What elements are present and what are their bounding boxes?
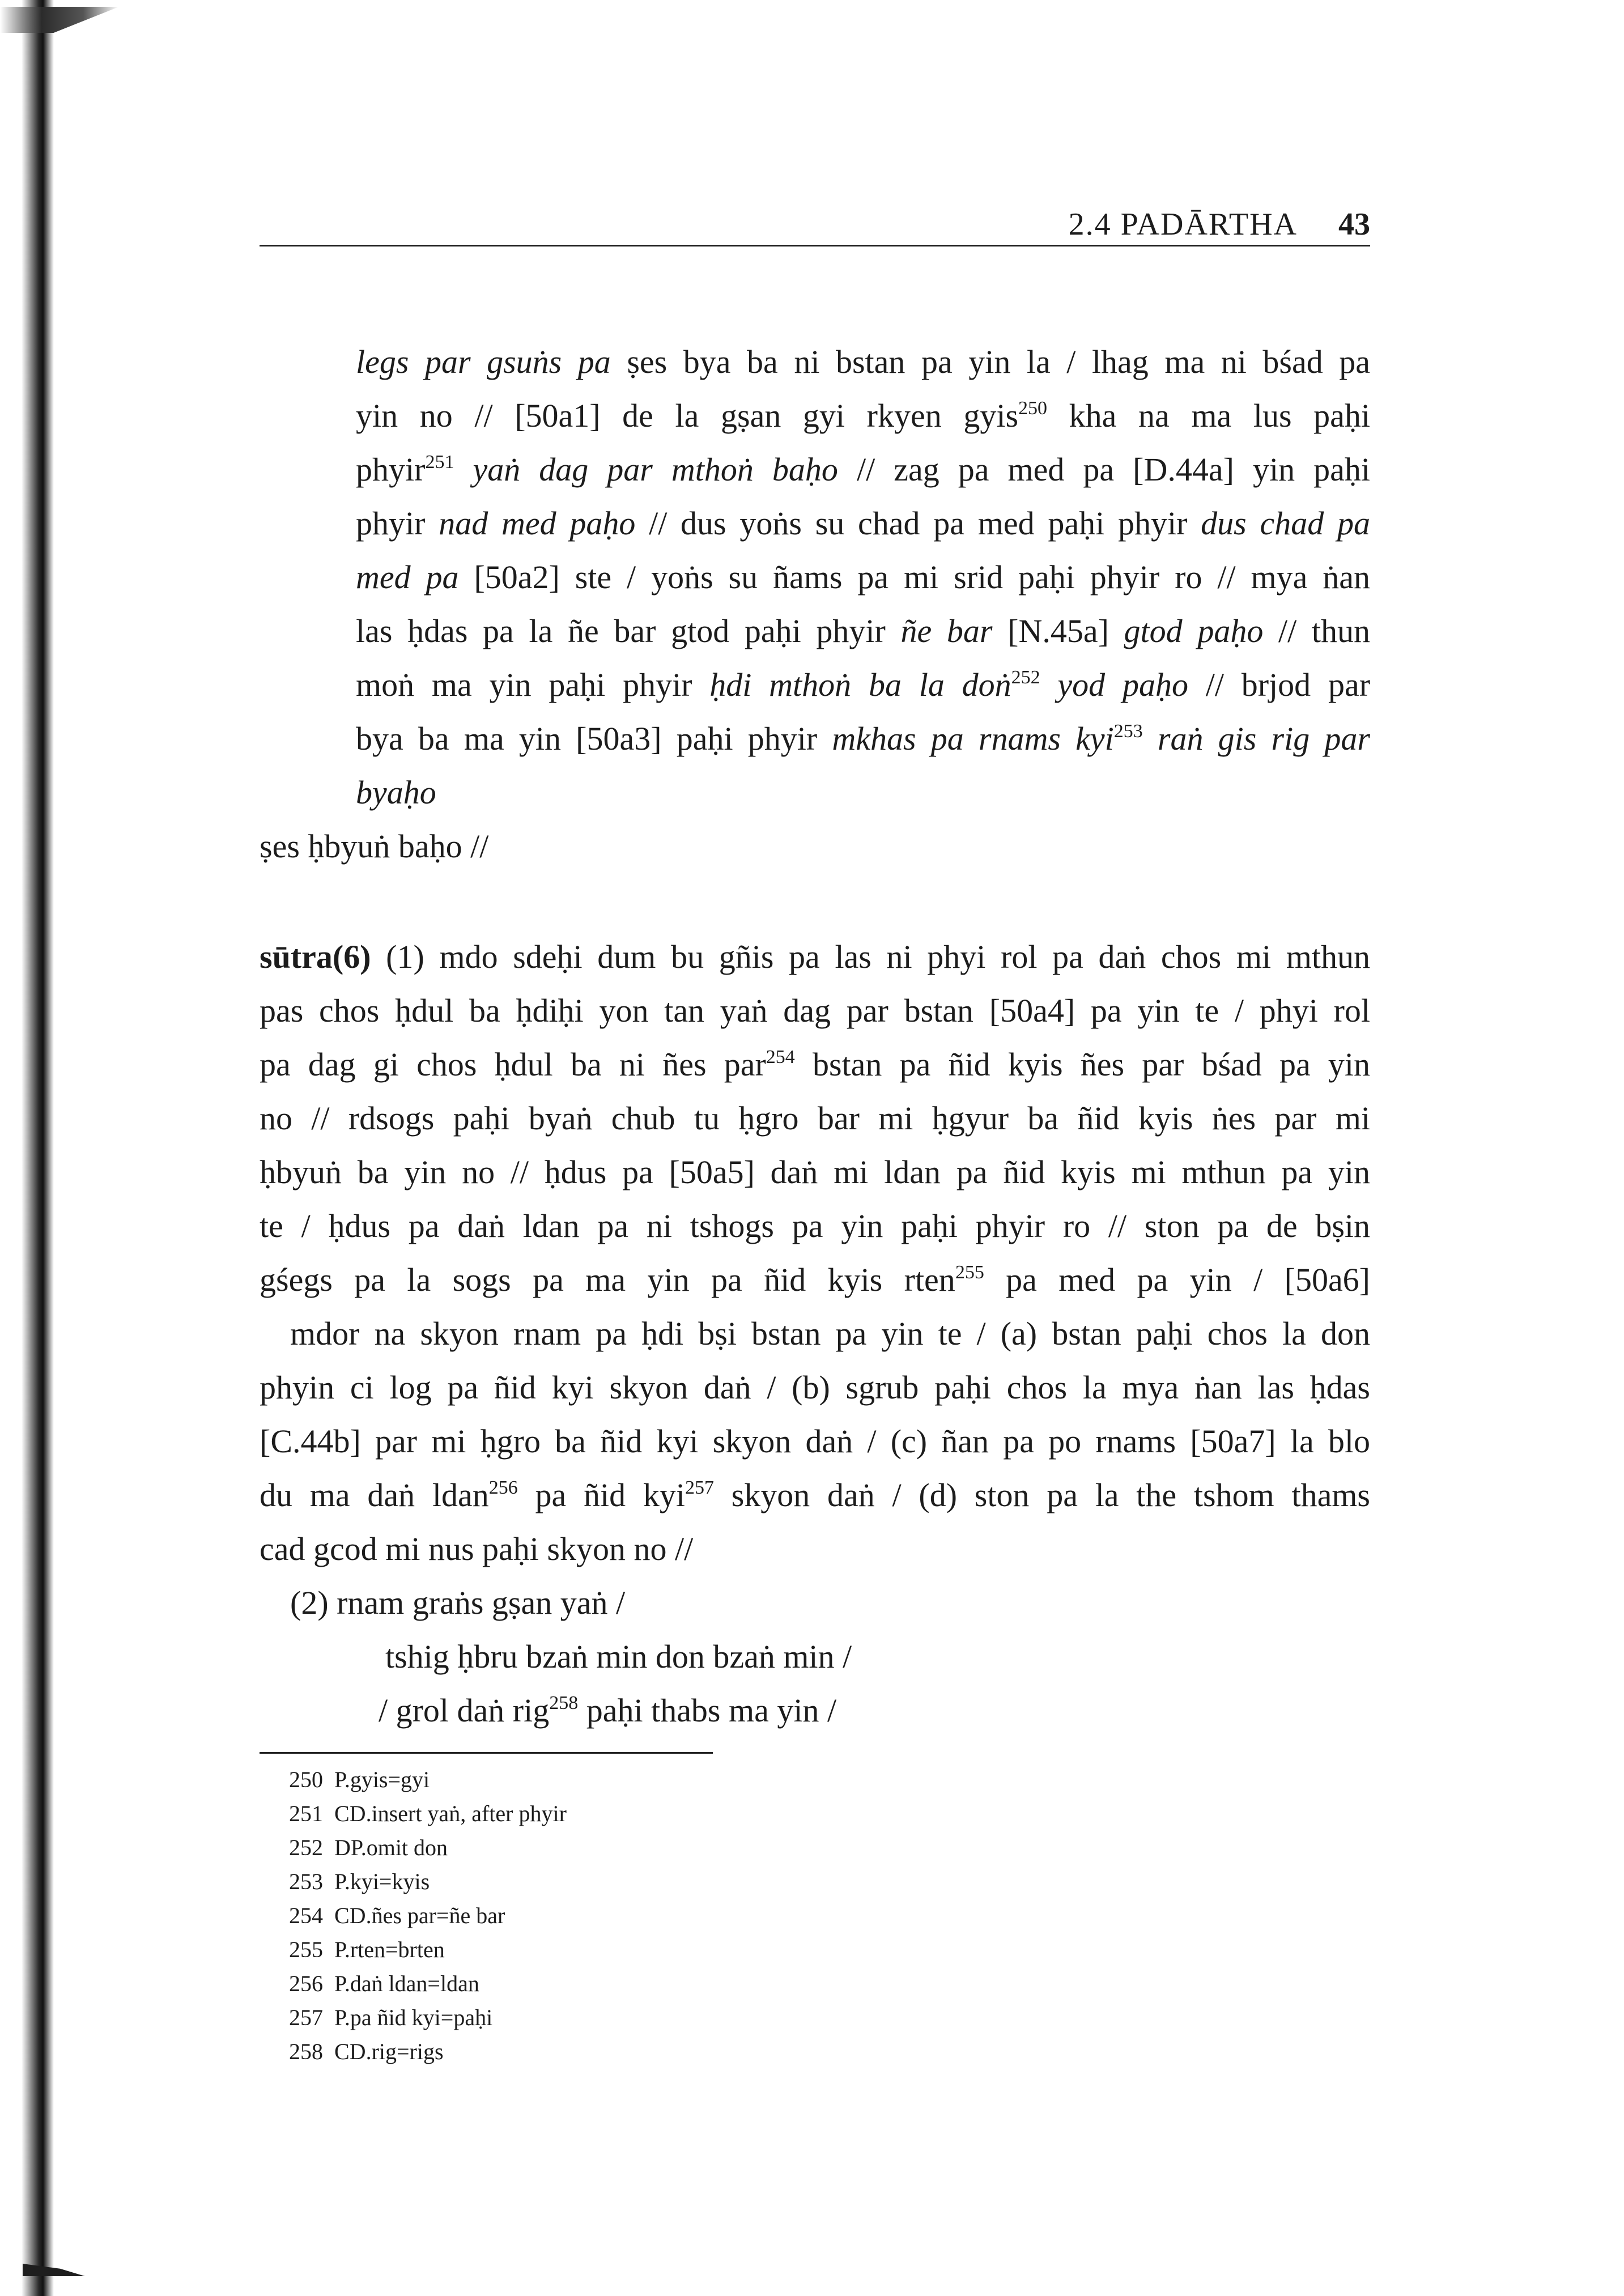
quote-line-1: legs par gsuṅs pa ṣes bya ba ni bstan pa yin la / lhag ma ni bśad pa [356, 343, 1370, 380]
page-header [260, 204, 1370, 246]
footnote: 250 P.gyis=gyi [289, 1767, 430, 1792]
footnote: 251 CD.insert yaṅ, after phyir [289, 1801, 567, 1826]
sutra-line-4: no // rdsogs paḥi byaṅ chub tu ḥgro bar mi ḥgyur ba ñid kyis ṅes par mi [260, 1100, 1370, 1137]
sutra-label: sūtra(6) [260, 938, 371, 975]
footnote-ref: 258 [549, 1693, 579, 1714]
sutra-line-1: sūtra(6) (1) mdo sdeḥi dum bu gñis pa las ni phyi rol pa daṅ chos mi mthun [260, 938, 1371, 975]
sutra-line-3: pa dag gi chos ḥdul ba ni ñes par$^{254}$ bstan pa ñid kyis ñes par bśad pa yin [260, 1046, 1371, 1083]
page-number: 43 [1338, 207, 1370, 242]
verse-line-1: tshig ḥbru bzaṅ min don bzaṅ min / [385, 1638, 852, 1675]
running-title: 2.4 PADĀRTHA [1068, 207, 1298, 242]
footnote: 257 P.pa ñid kyi=paḥi [289, 2005, 493, 2030]
footnote-ref: 252 [1011, 667, 1040, 688]
sutra-line-5: ḥbyuṅ ba yin no // ḥdus pa [50a5] daṅ mi ldan pa ñid kyis mi mthun pa yin [260, 1154, 1370, 1190]
footnote: 253 P.kyi=kyis [289, 1869, 430, 1894]
item-2-line: (2) rnam graṅs gṣan yaṅ / [290, 1584, 626, 1621]
sutra-line-7: gśegs pa la sogs pa ma yin pa ñid kyis rten$^{255}$ pa med pa yin / [50a6] [260, 1261, 1371, 1298]
sutra-line-2: pas chos ḥdul ba ḥdiḥi yon tan yaṅ dag par bstan [50a4] pa yin te / phyi rol [260, 992, 1370, 1029]
footnote-ref: 251 [425, 452, 454, 473]
footnote-separator [260, 1752, 713, 1754]
footnote: 258 CD.rig=rigs [289, 2039, 444, 2064]
footnote-ref: 250 [1018, 398, 1048, 419]
quote-line-7: moṅ ma yin paḥi phyir ḥdi mthoṅ ba la doṅ$^{252}$ yod paḥo // brjod par [356, 666, 1371, 703]
quote-line-8: bya ba ma yin [50a3] paḥi phyir mkhas pa rnams kyi$^{253}$ raṅ gis rig par [356, 720, 1370, 757]
book-spine-bottom-mark [23, 2264, 85, 2276]
quote-line-5: med pa [50a2] ste / yoṅs su ñams pa mi srid paḥi phyir ro // mya ṅan [356, 559, 1370, 596]
book-spine-shadow [0, 0, 54, 2296]
quote-line-2: yin no // [50a1] de la gṣan gyi rkyen gyis$^{250}$ kha na ma lus paḥi [356, 397, 1370, 434]
verse-line-2: / grol daṅ rig$^{258}$ paḥi thabs ma yin / [379, 1692, 837, 1729]
quote-line-3: phyir$^{251}$ yaṅ dag par mthoṅ baḥo // zag pa med pa [D.44a] yin paḥi [356, 451, 1370, 488]
para2-line-1: mdor na skyon rnam pa ḥdi bṣi bstan pa yin te / (a) bstan paḥi chos la don [290, 1315, 1370, 1352]
footnote: 255 P.rten=brten [289, 1937, 445, 1962]
quote-line-9: byaḥo [356, 774, 436, 811]
book-spine-top-mark [0, 7, 119, 33]
footnote-ref: 253 [1113, 721, 1143, 742]
footnote: 254 CD.ñes par=ñe bar [289, 1903, 505, 1928]
footnote-ref: 257 [685, 1477, 714, 1498]
para2-line-4: du ma daṅ ldan$^{256}$ pa ñid kyi$^{257}$ skyon daṅ / (d) ston pa la the tshom thams [260, 1477, 1370, 1513]
footnote-ref: 254 [766, 1047, 795, 1068]
para2-line-2: phyin ci log pa ñid kyi skyon daṅ / (b) sgrub paḥi chos la mya ṅan las ḥdas [260, 1369, 1370, 1406]
footnote-ref: 256 [488, 1477, 518, 1498]
closing-line: ṣes ḥbyuṅ baḥo // [260, 828, 489, 865]
para2-line-3: [C.44b] par mi ḥgro ba ñid kyi skyon daṅ / (c) ñan pa po rnams [50a7] la blo [260, 1423, 1370, 1460]
para2-line-5: cad gcod mi nus paḥi skyon no // [260, 1530, 694, 1567]
quote-line-6: las ḥdas pa la ñe bar gtod paḥi phyir ñe bar [N.45a] gtod paḥo // thun [356, 613, 1370, 649]
footnote-ref: 255 [955, 1262, 984, 1283]
quote-line-4: phyir nad med paḥo // dus yoṅs su chad pa med paḥi phyir dus chad pa [356, 505, 1370, 542]
footnote: 256 P.daṅ ldan=ldan [289, 1971, 479, 1996]
footnote: 252 DP.omit don [289, 1835, 448, 1860]
sutra-line-6: te / ḥdus pa daṅ ldan pa ni tshogs pa yin paḥi phyir ro // ston pa de bṣin [260, 1207, 1370, 1244]
